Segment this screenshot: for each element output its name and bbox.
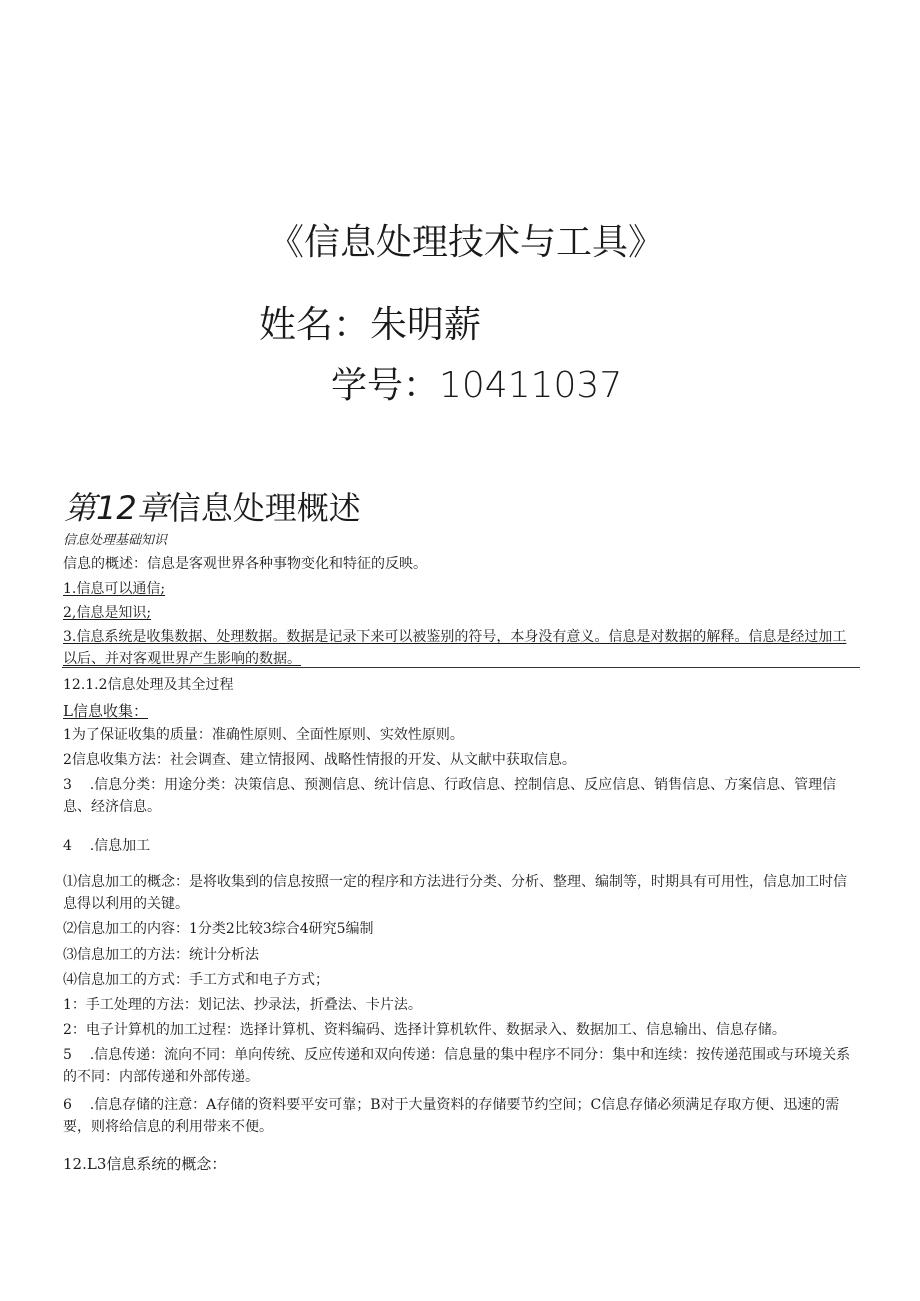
info-processing-heading: 4 .信息加工: [63, 838, 151, 854]
info-overview: 信息的概述：信息是客观世界各种事物变化和特征的反映。: [63, 556, 427, 572]
processing-method: ⑶信息加工的方法：统计分析法: [63, 947, 259, 963]
chapter-title: 信息处理概述: [168, 489, 361, 527]
point-1: 1.信息可以通信;: [63, 581, 166, 597]
info-storage: 6 .信息存储的注意：A存储的资料要平安可靠；B对于大量资料的存储要节约空间；C信息存储必须满足存取方便、迅速的需要，则将给信息的利用带来不便。: [63, 1097, 840, 1135]
section-heading-basics: 信息处理基础知识: [63, 533, 168, 548]
student-id: 学号：10411037: [331, 365, 623, 406]
info-transmission: 5 .信息传递：流向不同：单向传统、反应传递和双向传递：信息量的集中程序不同分：集中和连续：按传递范围或与环境关系的不同：内部传递和外部传递。: [63, 1047, 851, 1085]
manual-processing: 1：手工处理的方法：划记法、抄录法，折叠法、卡片法。: [63, 997, 422, 1013]
collect-methods: 2信息收集方法：社会调查、建立情报网、战略性情报的开发、从文献中获取信息。: [63, 752, 576, 768]
processing-concept: ⑴信息加工的概念：是将收集到的信息按照一定的程序和方法进行分类、分析、整理、编制等，时期具有可用性，信息加工时信息得以利用的关键。: [63, 874, 847, 912]
section-heading-process: 12.1.2信息处理及其全过程: [63, 677, 234, 693]
divider-rule: [62, 667, 860, 668]
processing-content: ⑵信息加工的内容：1分类2比较3综合4研究5编制: [63, 921, 374, 937]
document-title: 《信息处理技术与工具》: [268, 222, 665, 263]
processing-mode: ⑷信息加工的方式：手工方式和电子方式；: [63, 972, 329, 988]
collect-quality: 1为了保证收集的质量：准确性原则、全面性原则、实效性原则。: [63, 727, 464, 743]
chapter-heading: [64, 483, 361, 529]
computer-processing: 2：电子计算机的加工过程：选择计算机、资料编码、选择计算机软件、数据录入、数据加工、信息输出、信息存储。: [63, 1022, 786, 1038]
info-classification: 3 .信息分类：用途分类：决策信息、预测信息、统计信息、行政信息、控制信息、反应信息、销售信息、方案信息、管理信息、经济信息。: [63, 777, 837, 815]
point-3: 3.信息系统是收集数据、处理数据。数据是记录下来可以被鉴别的符号，本身没有意义。信息是对数据的解释。信息是经过加工以后、并对客观世界产生影响的数据。: [63, 629, 847, 667]
section-heading-system: 12.L3信息系统的概念：: [63, 1155, 227, 1173]
author-name: 姓名：朱明薪: [259, 303, 481, 346]
chapter-number: 第12章: [64, 489, 169, 527]
point-2: 2,信息是知识;: [63, 605, 152, 621]
collect-heading: L信息收集：: [63, 702, 148, 720]
